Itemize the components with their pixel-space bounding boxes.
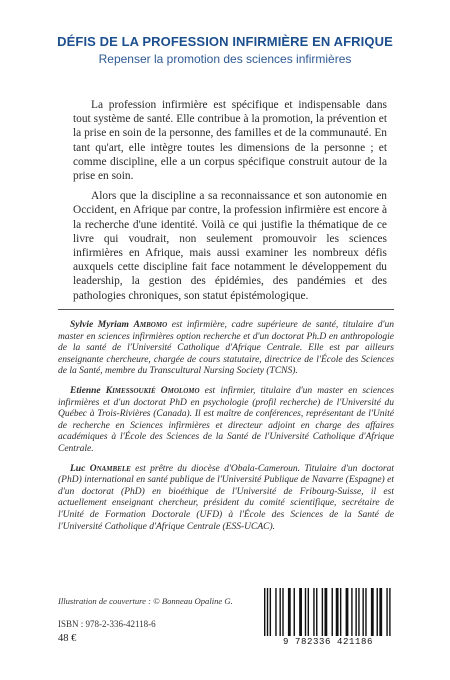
author-last-name: Onambele (89, 463, 131, 474)
barcode-number: 9 782336 421186 (282, 637, 373, 647)
book-subtitle: Repenser la promotion des sciences infirmières (98, 52, 352, 66)
barcode-bar (324, 588, 327, 636)
illustration-credit: Illustration de couverture : © Bonneau Opaline G. (58, 596, 233, 606)
author-bios (58, 320, 394, 541)
barcode-bar (332, 588, 333, 636)
barcode-bar (377, 588, 378, 636)
barcode-bar (294, 588, 295, 636)
barcode-bar (371, 588, 374, 636)
barcode-bar (379, 588, 382, 636)
author-first-name: Luc (70, 463, 86, 474)
summary-paragraph-1: La profession infirmière est spécifique et indispensable dans tout système de santé. Elle contribue à la promotion, la prévention et la prise en soin de la personne, des familles et de la communauté. En tant qu'art, elle intègre toutes les dimensions de la personne ; et comme discipline, elle a un corpus spécifique construit autour de la prise en soin. (73, 99, 387, 183)
barcode-bar (358, 588, 359, 636)
author-bio-text: est infirmier, titulaire d'un master en sciences infirmières et d'un doctorat PhD en psychologie (profil recherche) de l'Université du Québec à Trois-Rivières (Canada). Il est maître de conférences, représentant de l'Unité de recherche en Sciences infirmières et directeur adjoint en charge des affaires académiques à l'École des Sciences de la Santé de l'Université Catholique d'Afrique Centrale. (58, 385, 395, 454)
barcode-bar (313, 588, 314, 636)
barcode-bar (288, 588, 291, 636)
barcode-bar (299, 588, 302, 636)
summary-paragraph-2: Alors que la discipline a sa reconnaissance et son autonomie en Occident, en Afrique par contre, la profession infirmière est encore à la recherche d'une identité. Voilà ce qui justifie la thématique de ce livre qui voudrait, non seulement promouvoir les sciences infirmières en Afrique, mais aussi examiner les nombreux défis auxquels cette discipline fait face notamment le développement du leadership, la gestion des épidémies, des pandémies et des pathologies chroniques, son statut épistémologique. (73, 190, 387, 302)
author-first-name: Etienne (70, 385, 101, 396)
book-title: DÉFIS DE LA PROFESSION INFIRMIÈRE EN AFRIQUE (57, 34, 393, 49)
barcode-bar (270, 588, 271, 636)
author-bio (58, 464, 394, 534)
barcode-bars (258, 588, 398, 636)
price: 48 € (58, 633, 77, 644)
barcode-bar (305, 588, 306, 636)
author-last-name: Kimessoukié Omolomo (105, 385, 200, 396)
barcode-bar (316, 588, 317, 636)
author-bio-text: est prêtre du diocèse d'Obala-Cameroun. Titulaire d'un doctorat (PhD) international en santé publique de l'Université Publique de Navarre (Espagne) et d'un doctorat (PhD) en bioéthique de l'Université de Fribourg-Suisse, il est actuellement enseignant chercheur, président du comité scientifique, secrétaire de l'Unité de Formation Doctorale (UFD) à l'École des Sciences de la Santé de l'Université Catholique d'Afrique Centrale (ESS-UCAC). (58, 463, 394, 532)
author-bio (58, 320, 394, 378)
book-summary (73, 98, 387, 309)
barcode-bar (365, 588, 366, 636)
author-bio (58, 386, 394, 456)
author-bio-text: est infirmière, cadre supérieure de santé, titulaire d'un master en sciences infirmières option recherche et d'un doctorat Ph.D en anthropologie de la santé de l'Université Catholique d'Afrique Centrale. Elle est par ailleurs enseignante chercheure, chargée de cours statutaire, directrice de l'École des Sciences de la Santé, membre du Transcultural Nursing Society (TCNS). (58, 320, 395, 377)
barcode-bar (362, 588, 363, 636)
barcode-bar (322, 588, 323, 636)
cover-header (0, 34, 450, 66)
barcode-bar (346, 588, 349, 636)
barcode-bar (389, 588, 390, 636)
author-last-name: Ambomo (133, 320, 168, 330)
divider (58, 309, 394, 310)
barcode-bar (279, 588, 280, 636)
barcode-bar (340, 588, 341, 636)
barcode-bar (308, 588, 309, 636)
barcode-bar (267, 588, 268, 636)
author-first-name: Sylvie Myriam (70, 320, 129, 330)
barcode-bar (275, 588, 276, 636)
barcode-bar (336, 588, 339, 636)
barcode-bar (282, 588, 283, 636)
barcode-bar (264, 588, 265, 636)
isbn: ISBN : 978-2-336-42118-6 (58, 619, 156, 629)
barcode-bar (355, 588, 356, 636)
barcode-bar (351, 588, 352, 636)
barcode-bar (386, 588, 387, 636)
barcode (258, 588, 398, 650)
